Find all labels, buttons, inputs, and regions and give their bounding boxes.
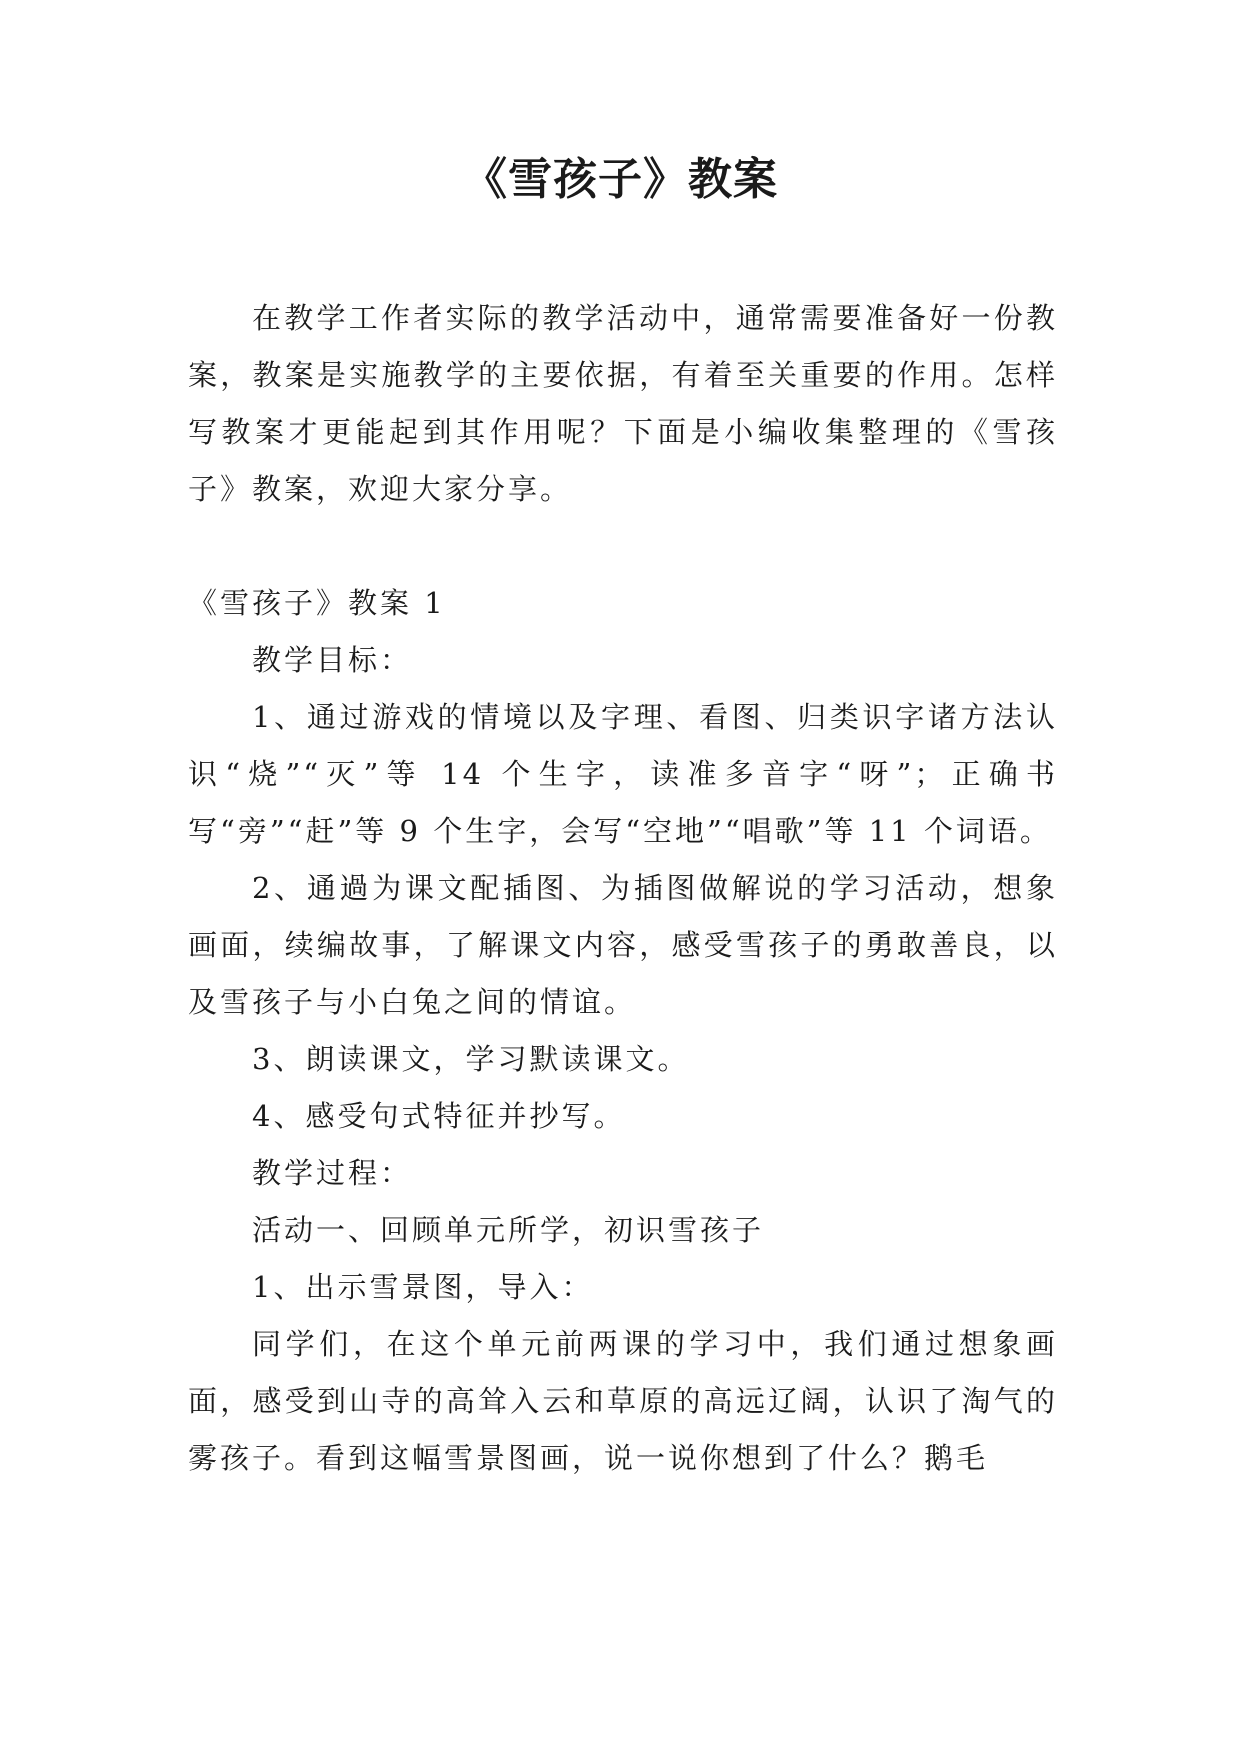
goals-heading: 教学目标： [252,643,413,677]
process-heading: 教学过程： [252,1156,413,1190]
goal-item-2: 2、通過为课文配插图、为插图做解说的学习活动，想象画面，续编故事，了解课文内容，感受雪孩子的勇敢善良，以及雪孩子与小白兔之间的情谊。 [188,871,1058,1019]
document-title: 《雪孩子》教案 [463,154,778,205]
goal-item-1: 1、通过游戏的情境以及字理、看图、归类识字诸方法认识“烧”“灭”等 14 个生字，读准多音字“呀”；正确书写“旁”“赶”等 9 个生字，会写“空地”“唱歌”等 11 个词语。 [188,700,1058,848]
goal-item-3: 3、朗读课文，学习默读课文。 [252,1042,690,1076]
step-item-1: 1、出示雪景图，导入： [252,1270,594,1304]
step-1-paragraph: 同学们，在这个单元前两课的学习中，我们通过想象画面，感受到山寺的高耸入云和草原的高远辽阔，认识了淘气的雾孩子。看到这幅雪景图画，说一说你想到了什么？鹅毛 [188,1327,1058,1475]
goal-item-4: 4、感受句式特征并抄写。 [252,1099,626,1133]
intro-paragraph: 在教学工作者实际的教学活动中，通常需要准备好一份教案，教案是实施教学的主要依据，有着至关重要的作用。怎样写教案才更能起到其作用呢？下面是小编收集整理的《雪孩子》教案，欢迎大家分享。 [188,301,1058,506]
document-body [188,290,1058,1487]
activity-heading-1: 活动一、回顾单元所学，初识雪孩子 [252,1213,765,1247]
section-heading: 《雪孩子》教案 1 [188,586,446,620]
